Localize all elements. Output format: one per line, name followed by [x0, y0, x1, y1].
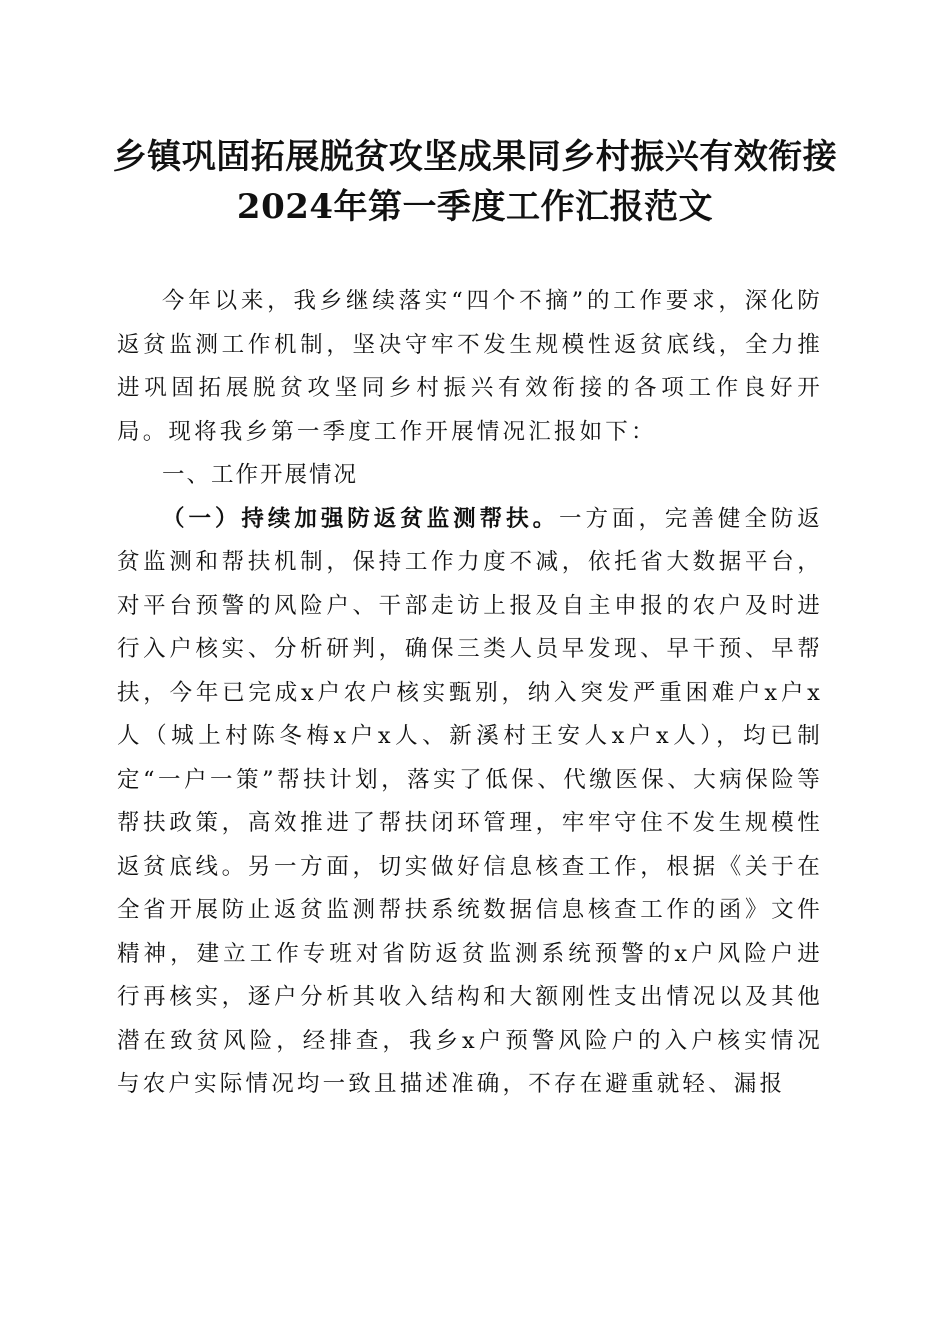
intro-paragraph: 今年以来，我乡继续落实“四个不摘”的工作要求，深化防返贫监测工作机制，坚决守牢不发生规模性返贫底线，全力推进巩固拓展脱贫攻坚同乡村振兴有效衔接的各项工作良好开局。现将我乡第一季度工作开展情况汇报如下：: [117, 288, 823, 445]
subsection-paragraph: [117, 498, 823, 1107]
section-heading: 一、工作开展情况: [162, 462, 359, 488]
document-title: 乡镇巩固拓展脱贫攻坚成果同乡村振兴有效衔接2024年第一季度工作汇报范文: [112, 137, 838, 227]
document-body: [117, 280, 823, 1107]
subsection-body: 一方面，完善健全防返贫监测和帮扶机制，保持工作力度不减，依托省大数据平台，对平台预警的风险户、干部走访上报及自主申报的农户及时进行入户核实、分析研判，确保三类人员早发现、早干预、早帮扶，今年已完成x户农户核实甄别，纳入突发严重困难户x户x人（城上村陈冬梅x户x人、新溪村王安人x户x人），均已制定“一户一策”帮扶计划，落实了低保、代缴医保、大病保险等帮扶政策，高效推进了帮扶闭环管理，牢牢守住不发生规模性返贫底线。另一方面，切实做好信息核查工作，根据《关于在全省开展防止返贫监测帮扶系统数据信息核查工作的函》文件精神，建立工作专班对省防返贫监测系统预警的x户风险户进行再核实，逐户分析其收入结构和大额刚性支出情况以及其他潜在致贫风险，经排查，我乡x户预警风险户的入户核实情况与农户实际情况均一致且描述准确，不存在避重就轻、漏报: [117, 505, 823, 1097]
subsection-lead: （一）持续加强防返贫监测帮扶。: [162, 505, 560, 532]
